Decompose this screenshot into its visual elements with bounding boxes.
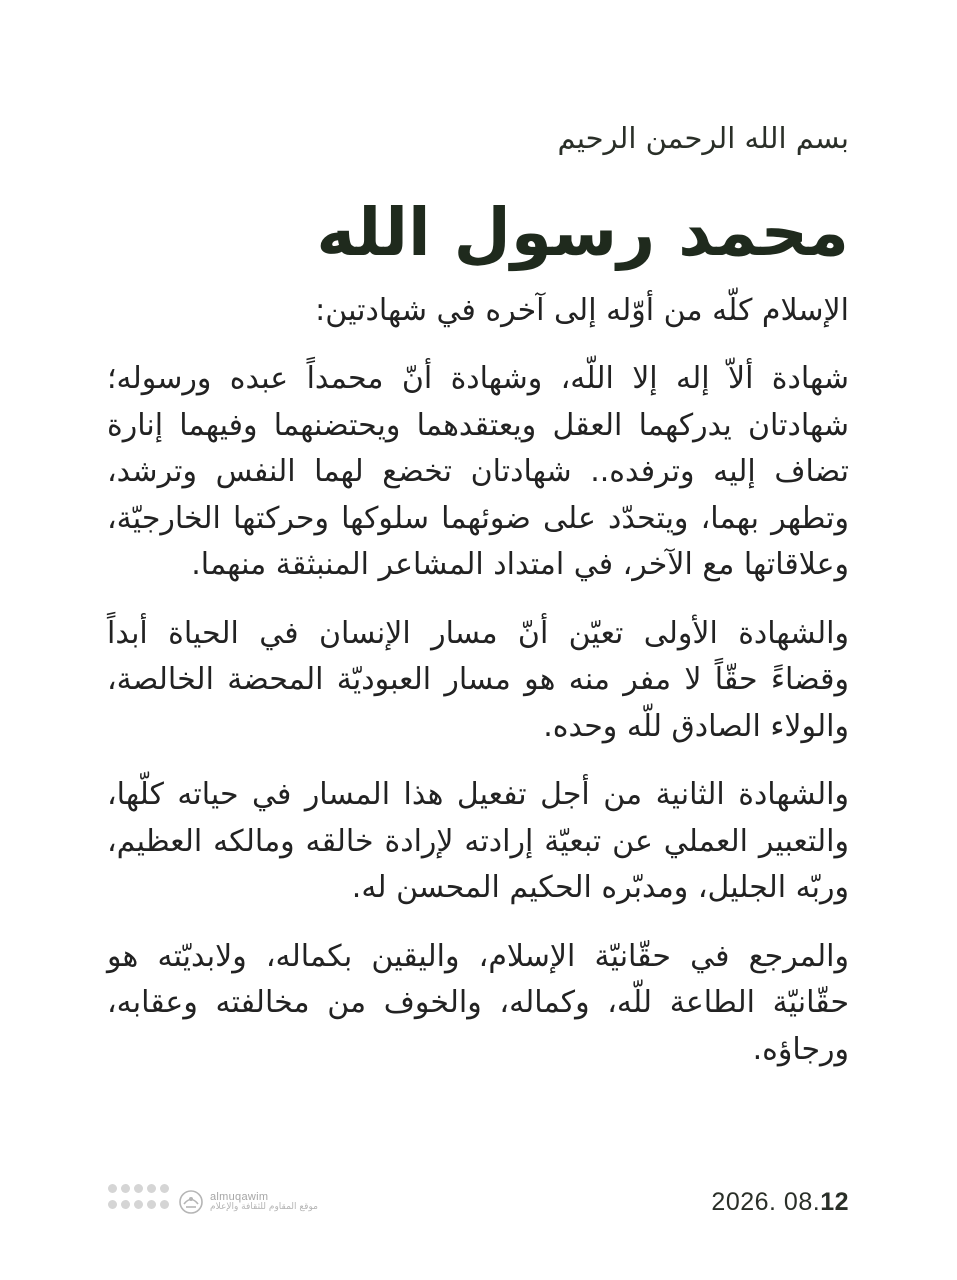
basmala: بسم الله الرحمن الرحيم xyxy=(557,121,849,155)
article-body xyxy=(107,116,849,1095)
date-day: 12 xyxy=(820,1188,849,1216)
brand-logo xyxy=(178,1184,318,1220)
publish-date xyxy=(711,1188,849,1217)
paragraph-4: والمرجع في حقّانيّة الإسلام، واليقين بكماله، ولابديّته هو حقّانيّة الطاعة للّه، وكماله، والخوف من مخالفته وعقابه، ورجاؤه. xyxy=(107,938,849,1067)
paragraph-3: والشهادة الثانية من أجل تفعيل هذا المسار في حياته كلّها، والتعبير العملي عن تبعيّة إرادته لإرادة خالقه ومالكه العظيم، وربّه الجليل، ومدبّره الحكيم المحسن له. xyxy=(107,777,849,905)
date-year-month: 2026. 08. xyxy=(711,1188,821,1216)
brand-name-latin: almuqawim xyxy=(210,1191,269,1203)
intro-line: الإسلام كلّه من أوّله إلى آخره في شهادتين: xyxy=(315,293,849,328)
paragraph-2: والشهادة الأولى تعيّن أنّ مسار الإنسان في الحياة أبداً وقضاءً حقّاً لا مفر منه هو مسار العبوديّة المحضة الخالصة، والولاء الصادق للّه وحده. xyxy=(107,615,849,744)
decorative-dots-icon xyxy=(108,1184,172,1214)
almuqawim-logo-icon xyxy=(178,1189,204,1215)
page-title: محمد رسول الله xyxy=(316,194,849,271)
footer xyxy=(108,1180,849,1230)
brand-name-arabic: موقع المقاوم للثقافة والإعلام xyxy=(210,1202,318,1213)
paragraph-1: شهادة ألاّ إله إلا اللّه، وشهادة أنّ محمداً عبده ورسوله؛ شهادتان يدركهما العقل ويعتقدهما ويحتضنهما وفيهما إنارة تضاف إليه وترفده.. شهادتان تخضع لهما النفس وترشد، وتطهر بهما، ويتحدّد على ضوئهما سلوكها وحركتها الخارجيّة، وعلاقاتها مع الآخر، في امتداد المشاعر المنبثقة منهما. xyxy=(107,361,849,582)
